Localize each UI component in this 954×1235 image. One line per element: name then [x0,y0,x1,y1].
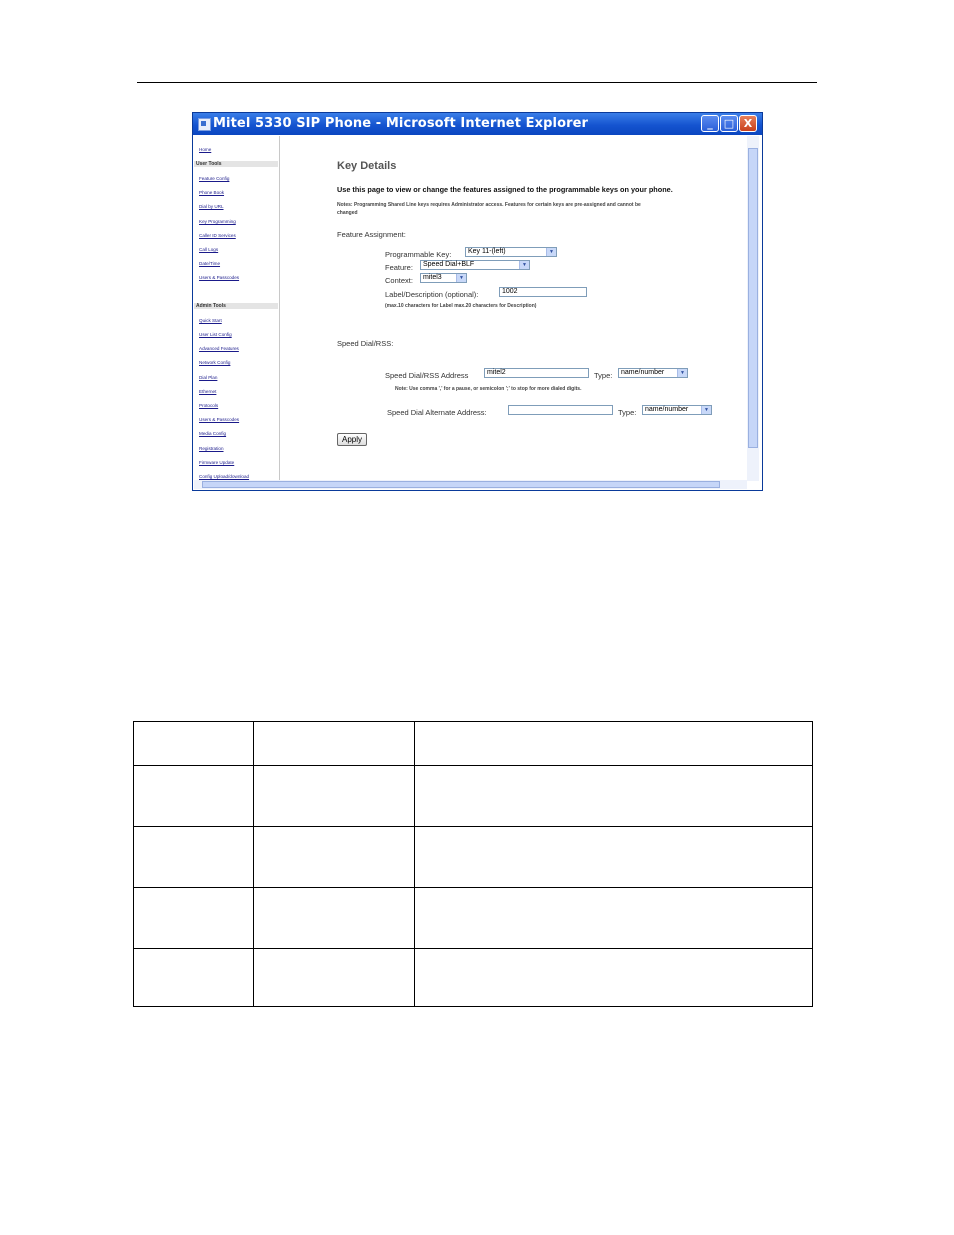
programmable-key-select[interactable]: Key 11-(left) ▼ [465,247,557,257]
page-title: Key Details [337,160,397,172]
context-label: Context: [385,276,413,285]
label-description-input[interactable]: 1002 [499,287,587,297]
scroll-thumb[interactable] [748,148,758,448]
speed-dial-address-label: Speed Dial/RSS Address [385,371,469,380]
title-bar [193,113,762,135]
close-button[interactable]: X [739,115,757,132]
main-content [280,136,746,481]
programmable-key-label: Programmable Key: [385,250,452,259]
sidebar-item-feature-config[interactable]: Feature Config [199,176,230,181]
sidebar-item-caller-id[interactable]: Caller ID Services [199,233,236,238]
maximize-button[interactable]: □ [720,115,738,132]
context-select[interactable]: mitel3 ▼ [420,273,467,283]
speed-dial-heading: Speed Dial/RSS: [337,339,394,348]
feature-assignment-heading: Feature Assignment: [337,230,406,239]
type-select[interactable]: name/number ▼ [618,368,688,378]
notes-line-2: changed [337,210,358,216]
sidebar-heading-user-tools: User Tools [194,161,278,167]
alternate-address-label: Speed Dial Alternate Address: [387,408,487,417]
sidebar-item-registration[interactable]: Registration [199,446,224,451]
sidebar-item-user-list-config[interactable]: User List Config [199,332,232,337]
apply-button[interactable]: Apply [337,433,367,446]
sidebar-item-media-config[interactable]: Media Config [199,431,227,436]
scroll-thumb[interactable] [202,481,720,488]
table-row-divider [134,826,812,827]
table-row-divider [134,948,812,949]
sidebar-item-admin-users-passcodes[interactable]: Users & Passcodes [199,417,240,422]
empty-table [133,721,813,1007]
label-description-label: Label/Description (optional): [385,290,479,299]
type-label: Type: [594,371,613,380]
sidebar-heading-admin-tools: Admin Tools [194,303,278,309]
alternate-address-input[interactable] [508,405,613,415]
chevron-down-icon: ▼ [546,248,556,256]
sidebar-item-firmware-update[interactable]: Firmware Update [199,460,235,465]
minimize-button[interactable]: _ [701,115,719,132]
sidebar-item-dial-by-url[interactable]: Dial by URL [199,204,224,209]
sidebar-item-dial-plan[interactable]: Dial Plan [199,375,218,380]
sidebar-item-date-time[interactable]: Date/Time [199,261,221,266]
table-row-divider [134,887,812,888]
label-description-note: (max.10 characters for Label max.20 characters for Description) [385,303,537,309]
type2-select[interactable]: name/number ▼ [642,405,712,415]
chevron-down-icon: ▼ [456,274,466,282]
sidebar-item-users-passcodes[interactable]: Users & Passcodes [199,275,240,280]
notes-line-1: Notes: Programming Shared Line keys requires Administrator access. Features for certain keys are pre-assigned and cannot be [337,202,641,208]
horizontal-scrollbar[interactable] [194,480,747,489]
sidebar-item-advanced-features[interactable]: Advanced Features [199,346,239,351]
vertical-scrollbar[interactable] [747,136,759,481]
browser-window [192,112,763,491]
chevron-down-icon: ▼ [701,406,711,414]
feature-select[interactable]: Speed Dial+BLF ▼ [420,260,530,270]
sidebar-item-home[interactable]: Home [199,147,212,152]
sidebar-item-quick-start[interactable]: Quick Start [199,318,222,323]
header-rule [137,82,817,83]
sidebar-item-protocols[interactable]: Protocols [199,403,219,408]
sidebar-item-ethernet[interactable]: Ethernet [199,389,217,394]
sidebar-item-call-logs[interactable]: Call Logs [199,247,219,252]
ie-icon [198,118,211,131]
table-column-divider [414,722,415,1006]
intro-text: Use this page to view or change the features assigned to the programmable keys on your phone. [337,185,673,194]
table-row-divider [134,765,812,766]
speed-dial-address-input[interactable]: mitel2 [484,368,589,378]
sidebar-item-config-upload[interactable]: Config Upload/download [199,474,250,479]
table-column-divider [253,722,254,1006]
sidebar-item-network-config[interactable]: Network Config [199,360,231,365]
window-title: Mitel 5330 SIP Phone - Microsoft Internet Explorer [213,116,589,131]
chevron-down-icon: ▼ [519,261,529,269]
sidebar-item-phone-book[interactable]: Phone Book [199,190,225,195]
sidebar-nav [194,136,280,481]
sidebar-item-key-programming[interactable]: Key Programming [199,219,236,224]
speed-dial-note: Note: Use comma ',' for a pause, or semicolon ';' to stop for more dialed digits. [395,386,582,392]
chevron-down-icon: ▼ [677,369,687,377]
type2-label: Type: [618,408,637,417]
feature-label: Feature: [385,263,413,272]
